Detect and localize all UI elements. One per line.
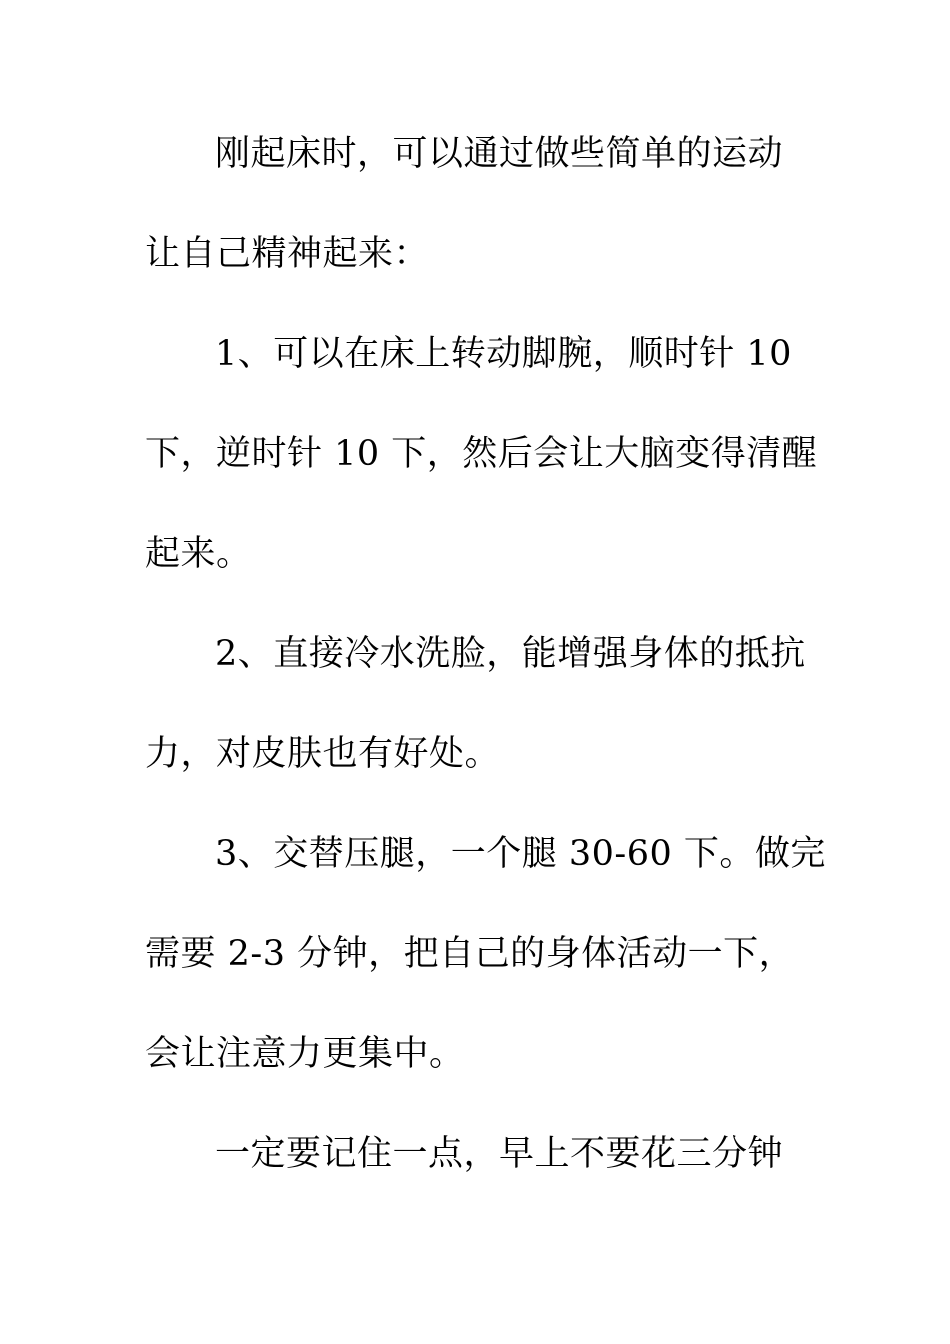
paragraph-line: 需要 2-3 分钟，把自己的身体活动一下， — [145, 934, 795, 974]
paragraph-line: 刚起床时，可以通过做些简单的运动 — [215, 134, 784, 174]
document-body — [145, 104, 826, 1204]
paragraph-line: 一定要记住一点，早上不要花三分钟 — [215, 1134, 784, 1174]
paragraph-line: 力，对皮肤也有好处。 — [145, 734, 501, 774]
paragraph-line: 让自己精神起来： — [145, 234, 430, 274]
paragraph-line: 2、直接冷水洗脸，能增强身体的抵抗 — [215, 634, 806, 674]
paragraph-line: 下，逆时针 10 下，然后会让大脑变得清醒 — [145, 434, 818, 474]
paragraph-line: 起来。 — [145, 534, 252, 574]
paragraph-line: 会让注意力更集中。 — [145, 1034, 465, 1074]
paragraph-line: 1、可以在床上转动脚腕，顺时针 10 — [215, 334, 792, 374]
paragraph-line: 3、交替压腿，一个腿 30-60 下。做完 — [215, 834, 826, 874]
